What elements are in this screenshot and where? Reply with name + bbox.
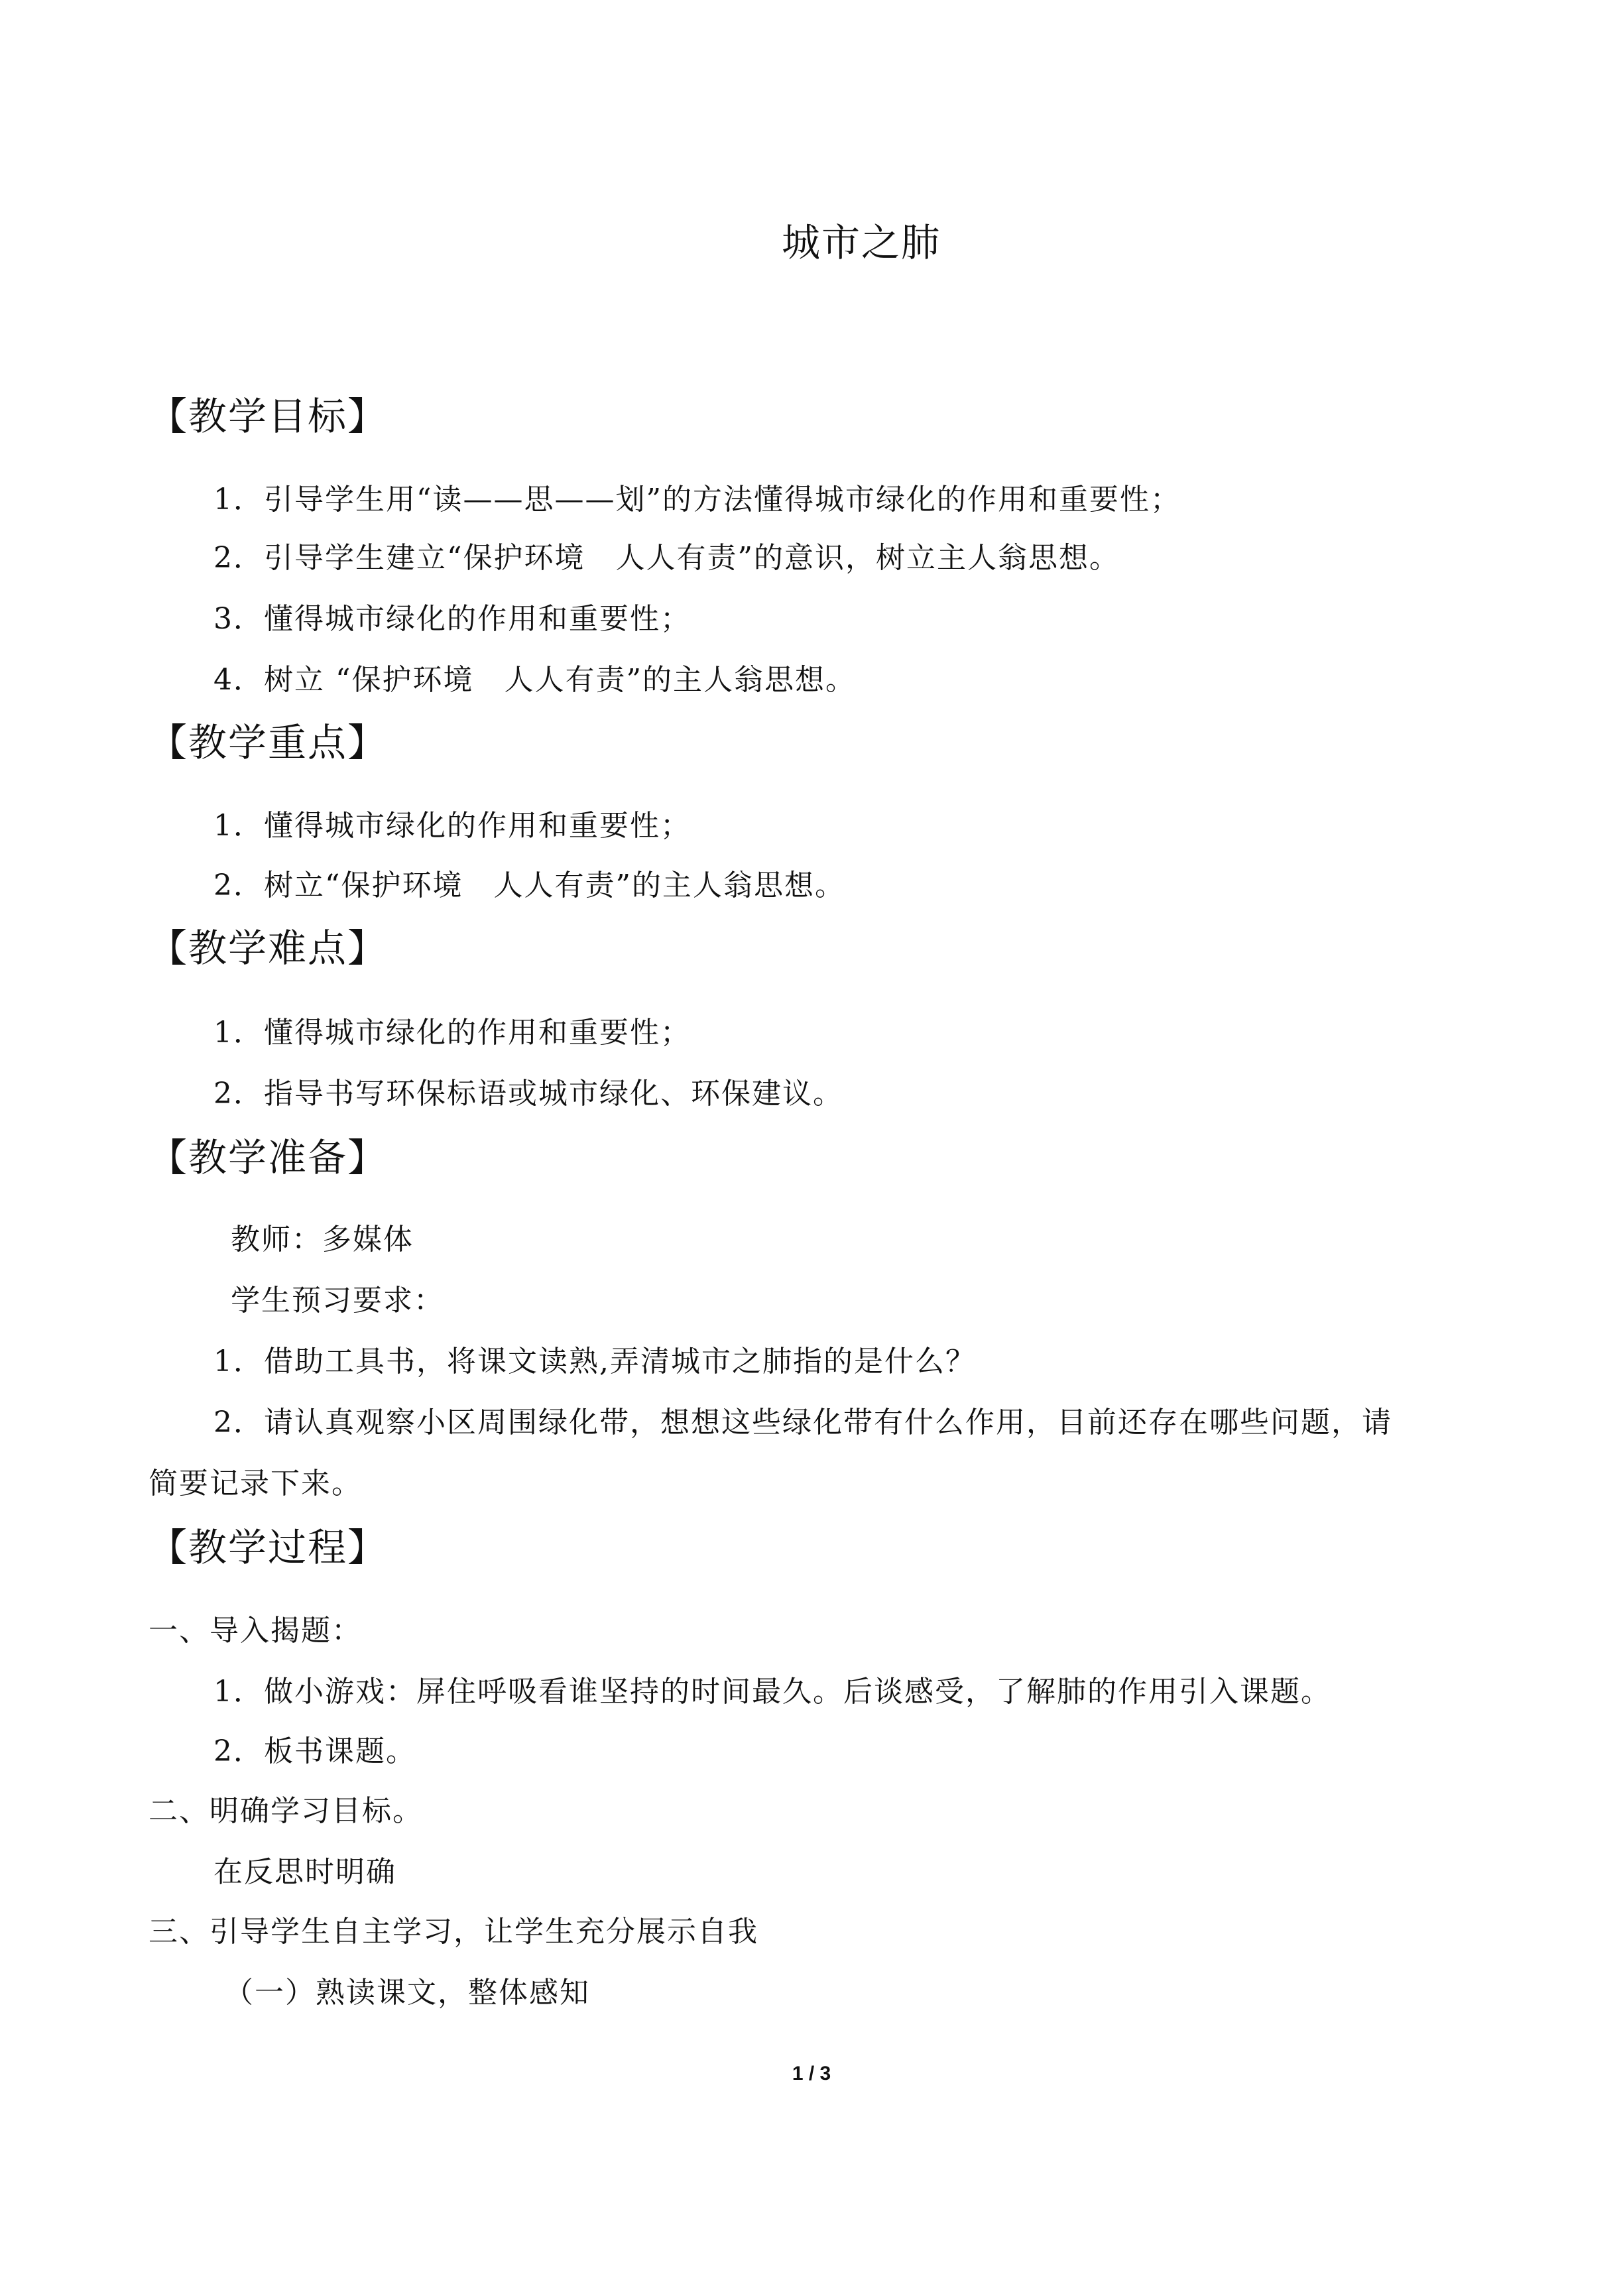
process-step-title: 二、明确学习目标。 [149,1794,423,1828]
difficulty-item: 1．懂得城市绿化的作用和重要性； [213,1016,691,1050]
process-step-title: 三、引导学生自主学习，让学生充分展示自我 [149,1915,758,1949]
process-sub-heading: （一）熟读课文，整体感知 [224,1976,590,2010]
preparation-item-continued: 简要记录下来。 [149,1467,362,1500]
section-heading-key-points: 【教学重点】 [149,720,388,765]
section-heading-process: 【教学过程】 [149,1525,388,1570]
page-number: 1 / 3 [792,2063,831,2085]
objective-item: 3．懂得城市绿化的作用和重要性； [213,602,691,636]
section-heading-difficulties: 【教学难点】 [149,926,388,971]
preparation-student-label: 学生预习要求： [231,1284,444,1317]
preparation-teacher: 教师：多媒体 [231,1223,414,1256]
section-heading-preparation: 【教学准备】 [149,1135,388,1180]
objective-item: 1．引导学生用“读——思——划”的方法懂得城市绿化的作用和重要性； [213,483,1181,516]
process-step-item: 1．做小游戏：屏住呼吸看谁坚持的时间最久。后谈感受，了解肺的作用引入课题。 [213,1675,1331,1709]
difficulty-item: 2．指导书写环保标语或城市绿化、环保建议。 [213,1077,843,1111]
key-point-item: 2．树立“保护环境 人人有责”的主人翁思想。 [213,869,845,902]
preparation-item: 2．请认真观察小区周围绿化带，想想这些绿化带有什么作用，目前还存在哪些问题，请 [213,1406,1392,1439]
preparation-item: 1．借助工具书，将课文读熟,弄清城市之肺指的是什么？ [213,1345,976,1378]
objective-item: 2．引导学生建立“保护环境 人人有责”的意识，树立主人翁思想。 [213,541,1120,575]
section-heading-objectives: 【教学目标】 [149,394,388,439]
process-step-item: 2．板书课题。 [213,1734,416,1768]
key-point-item: 1．懂得城市绿化的作用和重要性； [213,809,691,843]
process-step-note: 在反思时明确 [213,1855,396,1889]
page-title: 城市之肺 [781,220,941,265]
objective-item: 4．树立 “保护环境 人人有责”的主人翁思想。 [213,663,856,697]
process-step-title: 一、导入揭题： [149,1614,362,1648]
